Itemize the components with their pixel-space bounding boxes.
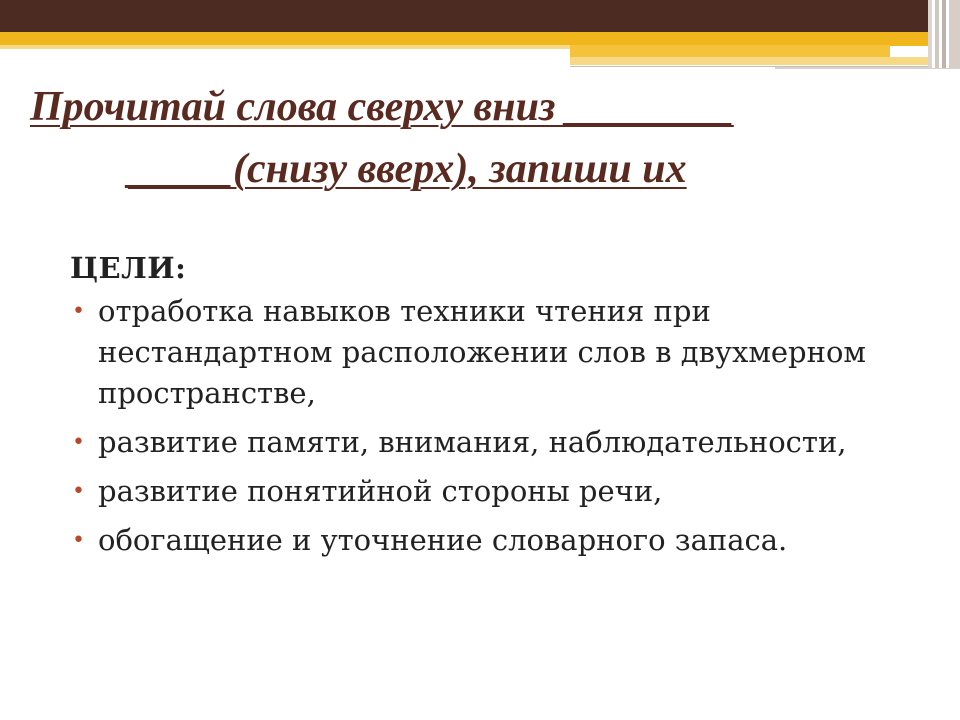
header-gold-step-light	[570, 57, 960, 65]
slide-content	[70, 248, 930, 569]
header-light-stripe	[0, 45, 570, 49]
list-item	[70, 520, 930, 561]
bullet-icon: •	[72, 430, 85, 455]
bullet-icon: •	[72, 479, 85, 504]
list-item	[70, 291, 930, 414]
header-gold-step	[570, 45, 890, 57]
goal-text: обогащение и уточнение словарного запаса.	[98, 523, 788, 557]
slide-title	[30, 76, 930, 200]
header-band	[0, 0, 960, 32]
list-item	[70, 422, 930, 463]
header-corner-decoration	[928, 0, 960, 68]
goal-text: развитие понятийной стороны речи,	[98, 474, 663, 508]
title-line-2: _____(снизу вверх), запиши их	[128, 146, 687, 192]
bullet-icon: •	[72, 528, 85, 553]
goal-text: развитие памяти, внимания, наблюдательности,	[98, 425, 847, 459]
goal-text: отработка навыков техники чтения при нестандартном расположении слов в двухмерном пространстве,	[98, 294, 866, 410]
header-gold-stripe	[0, 32, 960, 46]
bullet-icon: •	[72, 299, 85, 324]
list-item	[70, 471, 930, 512]
goals-heading: ЦЕЛИ:	[70, 251, 187, 285]
goals-list	[70, 291, 930, 561]
title-line-1: Прочитай слова сверху вниз ________	[30, 84, 734, 130]
